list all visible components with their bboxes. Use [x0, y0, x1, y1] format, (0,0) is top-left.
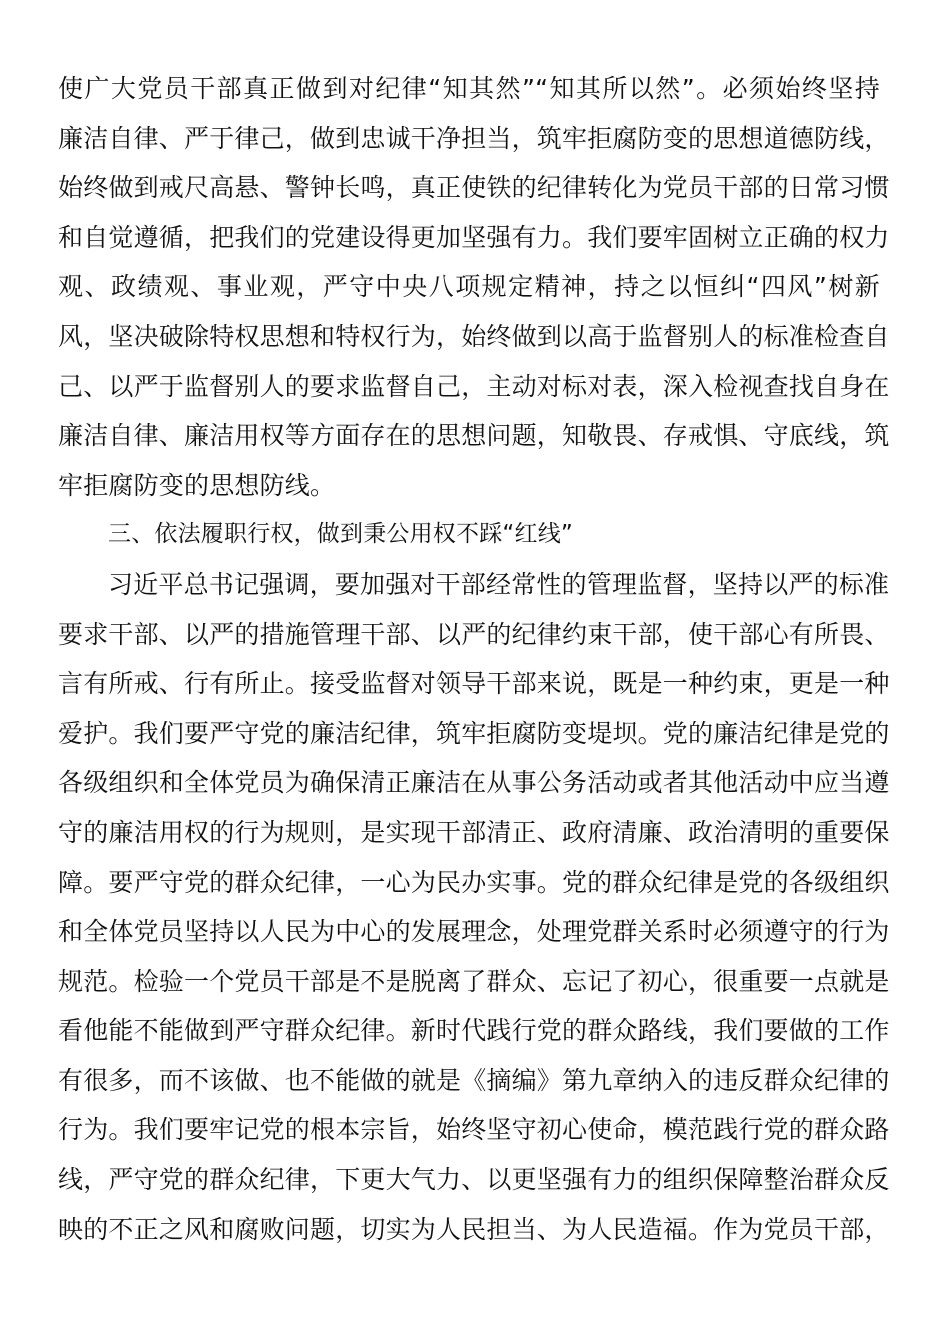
document-page — [58, 64, 890, 1254]
text-line: 言有所戒、行有所止。接受监督对领导干部来说，既是一种约束，更是一种 — [58, 669, 890, 699]
text-line: 和自觉遵循，把我们的党建设得更加坚强有力。我们要牢固树立正确的权力 — [58, 222, 890, 252]
text-line: 己、以严于监督别人的要求监督自己，主动对标对表，深入检视查找自身在 — [58, 371, 890, 401]
text-line: 映的不正之风和腐败问题，切实为人民担当、为人民造福。作为党员干部， — [58, 1214, 890, 1244]
text-line: 障。要严守党的群众纪律，一心为民办实事。党的群众纪律是党的各级组织 — [58, 867, 890, 897]
text-line: 风，坚决破除特权思想和特权行为，始终做到以高于监督别人的标准检查自 — [58, 321, 890, 351]
text-line: 使广大党员干部真正做到对纪律“知其然”“知其所以然”。必须始终坚持 — [58, 74, 880, 103]
text-line: 各级组织和全体党员为确保清正廉洁在从事公务活动或者其他活动中应当遵 — [58, 768, 890, 798]
text-line: 廉洁自律、廉洁用权等方面存在的思想问题，知敬畏、存戒惧、守底线，筑 — [58, 421, 890, 451]
section-heading: 三、依法履职行权，做到秉公用权不踩“红线” — [108, 521, 574, 548]
text-line: 始终做到戒尺高悬、警钟长鸣，真正使铁的纪律转化为党员干部的日常习惯 — [58, 173, 890, 203]
text-line: 行为。我们要牢记党的根本宗旨，始终坚守初心使命，模范践行党的群众路 — [58, 1115, 890, 1145]
text-line: 廉洁自律、严于律己，做到忠诚干净担当，筑牢拒腐防变的思想道德防线， — [58, 123, 890, 153]
text-line: 线，严守党的群众纪律，下更大气力、以更坚强有力的组织保障整治群众反 — [58, 1165, 890, 1195]
text-line: 规范。检验一个党员干部是不是脱离了群众、忘记了初心，很重要一点就是 — [58, 966, 890, 996]
text-line: 守的廉洁用权的行为规则，是实现干部清正、政府清廉、政治清明的重要保 — [58, 817, 890, 847]
text-line-last: 牢拒腐防变的思想防线。 — [58, 470, 336, 500]
text-line: 要求干部、以严的措施管理干部、以严的纪律约束干部，使干部心有所畏、 — [58, 619, 890, 649]
text-line: 看他能不能做到严守群众纪律。新时代践行党的群众路线，我们要做的工作 — [58, 1016, 890, 1046]
text-line-first: 习近平总书记强调，要加强对干部经常性的管理监督，坚持以严的标准 — [108, 569, 890, 599]
text-line: 和全体党员坚持以人民为中心的发展理念，处理党群关系时必须遵守的行为 — [58, 917, 890, 947]
paragraph-supervision — [58, 560, 890, 1254]
text-line: 爱护。我们要严守党的廉洁纪律，筑牢拒腐防变堤坝。党的廉洁纪律是党的 — [58, 718, 890, 748]
paragraph-discipline — [58, 64, 890, 510]
text-line: 有很多，而不该做、也不能做的就是《摘编》第九章纳入的违反群众纪律的 — [58, 1065, 890, 1095]
text-line: 观、政绩观、事业观，严守中央八项规定精神，持之以恒纠“四风”树新 — [58, 272, 880, 302]
